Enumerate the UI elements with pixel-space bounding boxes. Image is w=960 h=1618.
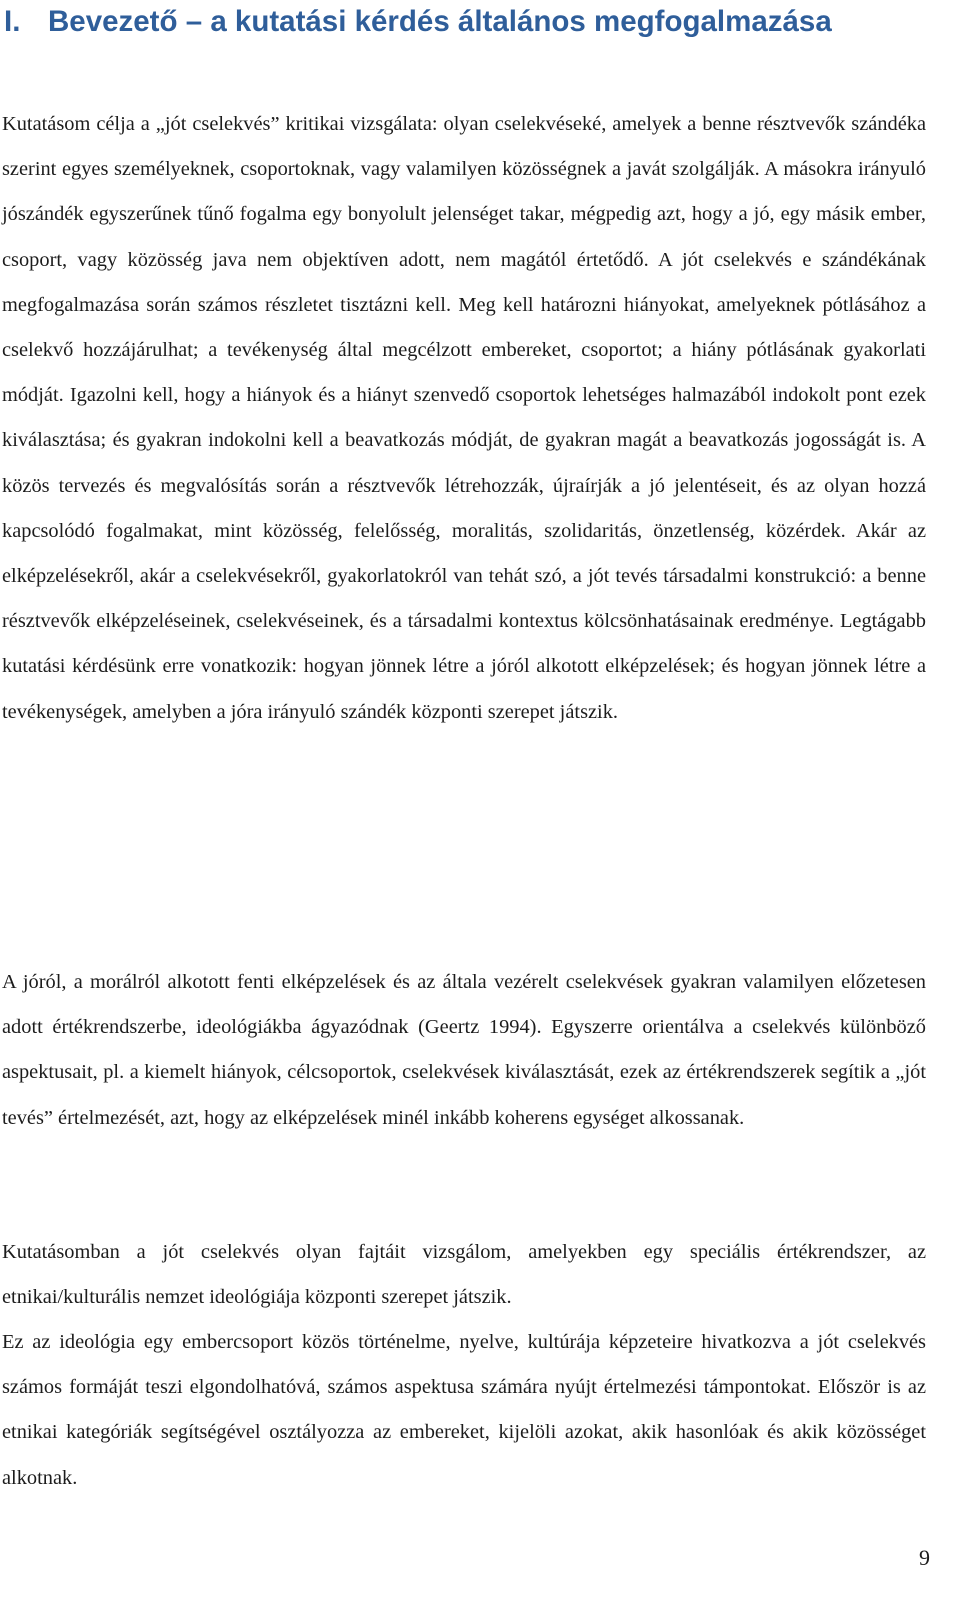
paragraph-ideology: Ez az ideológia egy embercsoport közös történelme, nyelve, kultúrája képzeteire hivatkozva a jót cselekvés számos formáját teszi elgondolhatóvá, számos aspektusa számára nyújt értelmezési támpontokat. Először is az etnikai kategóriák segítségével osztályozza az embereket, kijelöli azokat, akik hasonlóak és akik közösséget alkotnak.: [2, 1331, 926, 1489]
section-heading: [4, 2, 934, 42]
paragraph-research-goal: Kutatásom célja a „jót cselekvés” kritikai vizsgálata: olyan cselekvéseké, amelyek a benne résztvevők szándéka szerint egyes személyeknek, csoportoknak, vagy valamilyen közösségnek a javát szolgálják. A másokra irányuló jószándék egyszerűnek tűnő fogalma egy bonyolult jelenséget takar, mégpedig azt, hogy a jó, egy másik ember, csoport, vagy közösség java nem objektíven adott, nem magától értetődő. A jót cselekvés e szándékának megfogalmazása során számos részletet tisztázni kell. Meg kell határozni hiányokat, amelyeknek pótlásához a cselekvő hozzájárulhat; a tevékenység által megcélzott embereket, csoportot; a hiány pótlásának gyakorlati módját. Igazolni kell, hogy a hiányok és a hiányt szenvedő csoportok lehetséges halmazából indokolt pont ezek kiválasztása; és gyakran indokolni kell a beavatkozás módját, de gyakran magát a beavatkozás jogosságát is. A közös tervezés és megvalósítás során a résztvevők létrehozzák, újraírják a jó jelentéseit, és az olyan hozzá kapcsolódó fogalmakat, mint közösség, felelősség, moralitás, szolidaritás, önzetlenség, közérdek. Akár az elképzelésekről, akár a cselekvésekről, gyakorlatokról van tehát szó, a jót tevés társadalmi konstrukció: a benne résztvevők elképzeléseinek, cselekvéseinek, és a társadalmi kontextus kölcsönhatásainak eredménye. Legtágabb kutatási kérdésünk erre vonatkozik: hogyan jönnek létre a jóról alkotott elképzelések; és hogyan jönnek létre a tevékenységek, amelyben a jóra irányuló szándék központi szerepet játszik.: [2, 113, 926, 723]
section-title: Bevezető – a kutatási kérdés általános megfogalmazása: [48, 5, 832, 38]
paragraph-research-focus: Kutatásomban a jót cselekvés olyan fajtáit vizsgálom, amelyekben egy speciális értékrendszer, az etnikai/kulturális nemzet ideológiája központi szerepet játszik.: [2, 1241, 926, 1309]
paragraph-value-systems: A jóról, a morálról alkotott fenti elképzelések és az általa vezérelt cselekvések gyakran valamilyen előzetesen adott értékrendszerbe, ideológiákba ágyazódnak (Geertz 1994). Egyszerre orientálva a cselekvés különböző aspektusait, pl. a kiemelt hiányok, célcsoportok, cselekvések kiválasztását, ezek az értékrendszerek segítik a „jót tevés” értelmezését, azt, hogy az elképzelések minél inkább koherens egységet alkossanak.: [2, 971, 926, 1129]
page-number: 9: [919, 1545, 930, 1570]
section-number: I.: [4, 5, 21, 38]
